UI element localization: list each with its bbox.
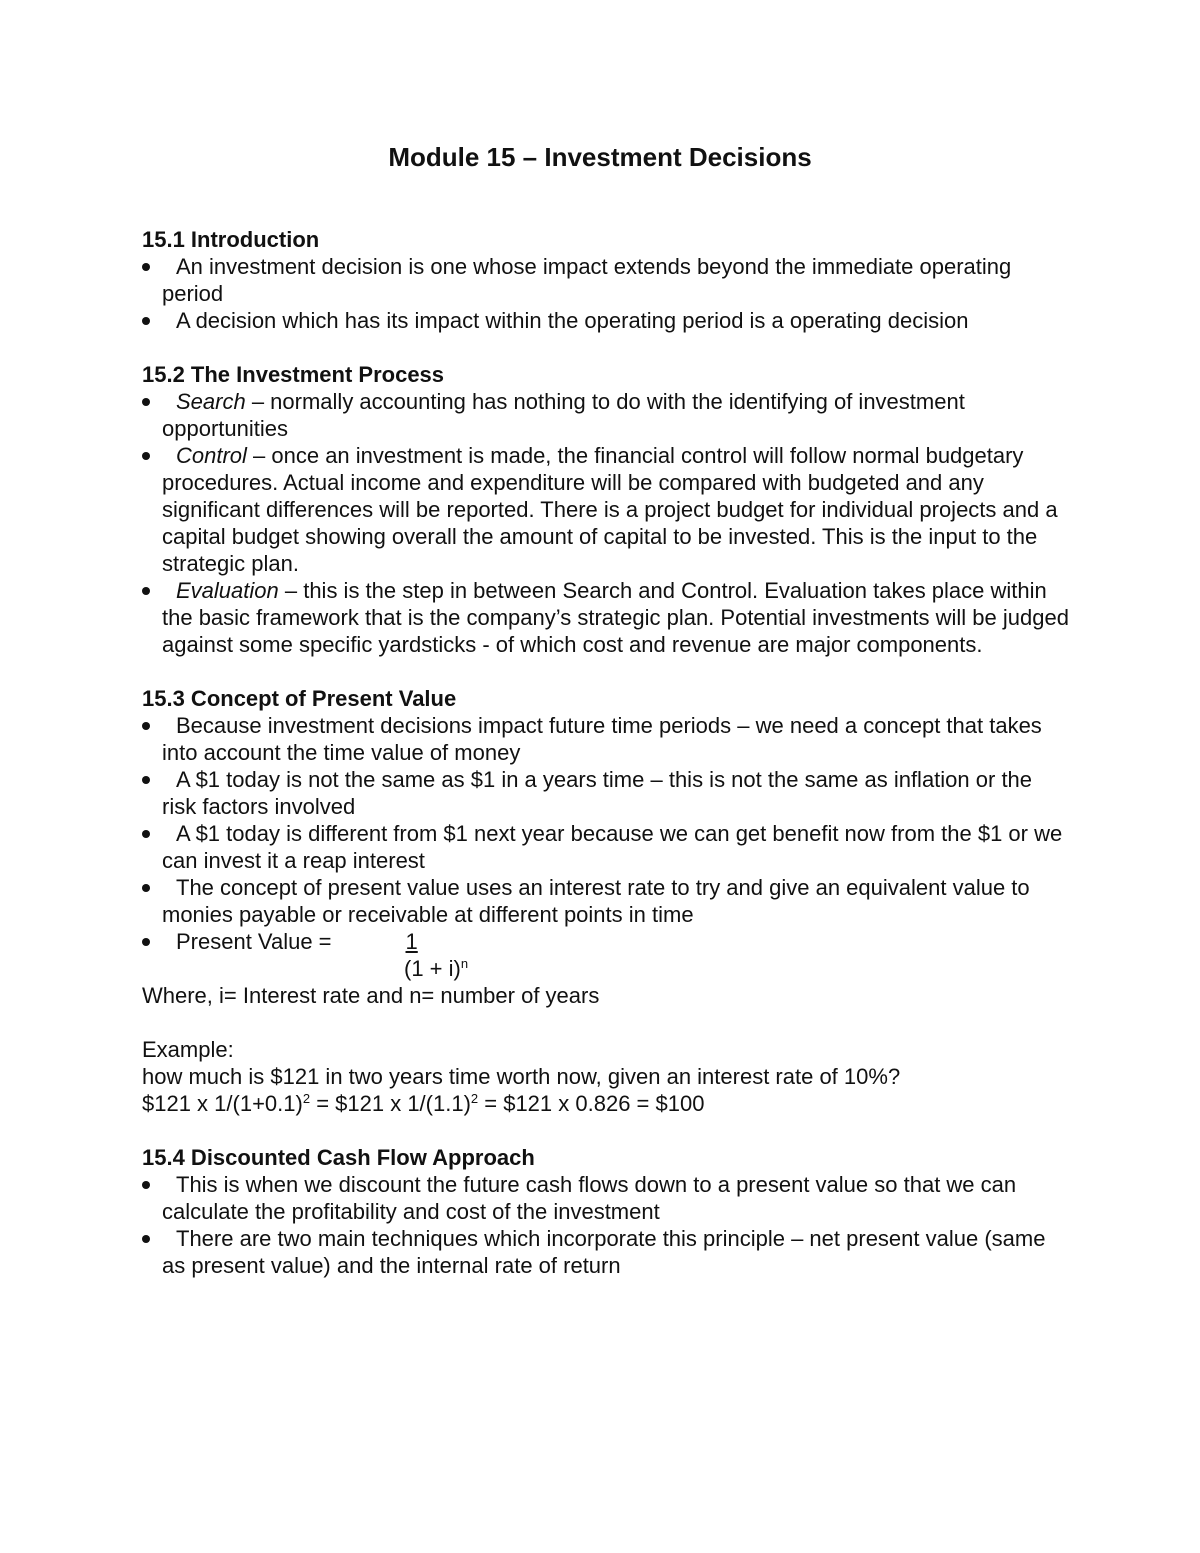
calc-part: = $121 x 1/(1.1) bbox=[310, 1091, 471, 1116]
bullet-text: The concept of present value uses an interest rate to try and give an equivalent value to monies payable or receivable at different points in time bbox=[162, 875, 1030, 927]
list-item bbox=[142, 766, 1072, 820]
list-item-present-value-formula bbox=[142, 928, 1072, 955]
section-heading: 15.2 The Investment Process bbox=[142, 362, 445, 387]
bullet-icon bbox=[142, 452, 150, 460]
list-item bbox=[142, 712, 1072, 766]
bullet-icon bbox=[142, 317, 150, 325]
section-heading: 15.3 Concept of Present Value bbox=[142, 686, 457, 711]
bullet-text: A $1 today is different from $1 next year because we can get benefit now from the $1 or we can invest it a reap interest bbox=[162, 821, 1063, 873]
bullet-icon bbox=[142, 830, 150, 838]
bullet-text: There are two main techniques which incorporate this principle – net present value (same as present value) and the internal rate of return bbox=[162, 1226, 1046, 1278]
formula-exponent: n bbox=[460, 956, 469, 971]
list-item bbox=[142, 253, 1072, 307]
section-discounted-cash-flow bbox=[142, 1144, 1072, 1279]
example-question: how much is $121 in two years time worth now, given an interest rate of 10%? bbox=[142, 1064, 901, 1089]
list-item bbox=[142, 1171, 1072, 1225]
list-item bbox=[142, 820, 1072, 874]
formula-denominator-base: (1 + i) bbox=[404, 956, 461, 981]
bullet-icon bbox=[142, 938, 150, 946]
calc-exponent: 2 bbox=[470, 1091, 479, 1106]
bullet-text: – once an investment is made, the financial control will follow normal budgetary procedures. Actual income and expenditure will be compared with budgeted and any significant differences will be reported. There is a project budget for individual projects and a capital budget showing overall the amount of capital to be invested. This is the input to the strategic plan. bbox=[162, 443, 1058, 576]
calc-exponent: 2 bbox=[302, 1091, 311, 1106]
bullet-icon bbox=[142, 263, 150, 271]
term-evaluation: Evaluation bbox=[176, 578, 279, 603]
bullet-text: Because investment decisions impact future time periods – we need a concept that takes into account the time value of money bbox=[162, 713, 1042, 765]
example-calculation bbox=[142, 1090, 1072, 1117]
bullet-text: – normally accounting has nothing to do with the identifying of investment opportunities bbox=[162, 389, 965, 441]
bullet-icon bbox=[142, 1181, 150, 1189]
calc-part: = $121 x 0.826 = $100 bbox=[478, 1091, 705, 1116]
formula-where: Where, i= Interest rate and n= number of years bbox=[142, 983, 600, 1008]
list-item bbox=[142, 577, 1072, 658]
formula-label: Present Value = bbox=[176, 929, 338, 954]
list-item bbox=[142, 388, 1072, 442]
bullet-icon bbox=[142, 776, 150, 784]
list-item bbox=[142, 442, 1072, 577]
bullet-icon bbox=[142, 1235, 150, 1243]
bullet-list bbox=[142, 253, 1072, 334]
bullet-icon bbox=[142, 722, 150, 730]
calc-part: $121 x 1/(1+0.1) bbox=[142, 1091, 303, 1116]
formula-numerator: 1 bbox=[405, 929, 418, 954]
term-control: Control bbox=[176, 443, 247, 468]
bullet-icon bbox=[142, 884, 150, 892]
section-investment-process bbox=[142, 361, 1072, 658]
bullet-text: A $1 today is not the same as $1 in a years time – this is not the same as inflation or the risk factors involved bbox=[162, 767, 1033, 819]
bullet-list bbox=[142, 1171, 1072, 1279]
document-title: Module 15 – Investment Decisions bbox=[388, 142, 812, 172]
formula-denominator bbox=[142, 955, 1072, 982]
bullet-text: This is when we discount the future cash flows down to a present value so that we can calculate the profitability and cost of the investment bbox=[162, 1172, 1017, 1224]
section-introduction bbox=[142, 226, 1072, 334]
section-present-value bbox=[142, 685, 1072, 1117]
bullet-text: – this is the step in between Search and Control. Evaluation takes place within the basic framework that is the company’s strategic plan. Potential investments will be judged against some specific yardsticks - of which cost and revenue are major components. bbox=[162, 578, 1069, 657]
bullet-text: A decision which has its impact within the operating period is a operating decision bbox=[176, 308, 969, 333]
document-body bbox=[142, 226, 1072, 1306]
bullet-list bbox=[142, 712, 1072, 955]
bullet-text: An investment decision is one whose impact extends beyond the immediate operating period bbox=[162, 254, 1012, 306]
bullet-icon bbox=[142, 587, 150, 595]
list-item bbox=[142, 874, 1072, 928]
example-label: Example: bbox=[142, 1037, 234, 1062]
list-item bbox=[142, 307, 1072, 334]
term-search: Search bbox=[176, 389, 246, 414]
section-heading: 15.1 Introduction bbox=[142, 227, 320, 252]
bullet-list bbox=[142, 388, 1072, 658]
list-item bbox=[142, 1225, 1072, 1279]
bullet-icon bbox=[142, 398, 150, 406]
section-heading: 15.4 Discounted Cash Flow Approach bbox=[142, 1145, 535, 1170]
